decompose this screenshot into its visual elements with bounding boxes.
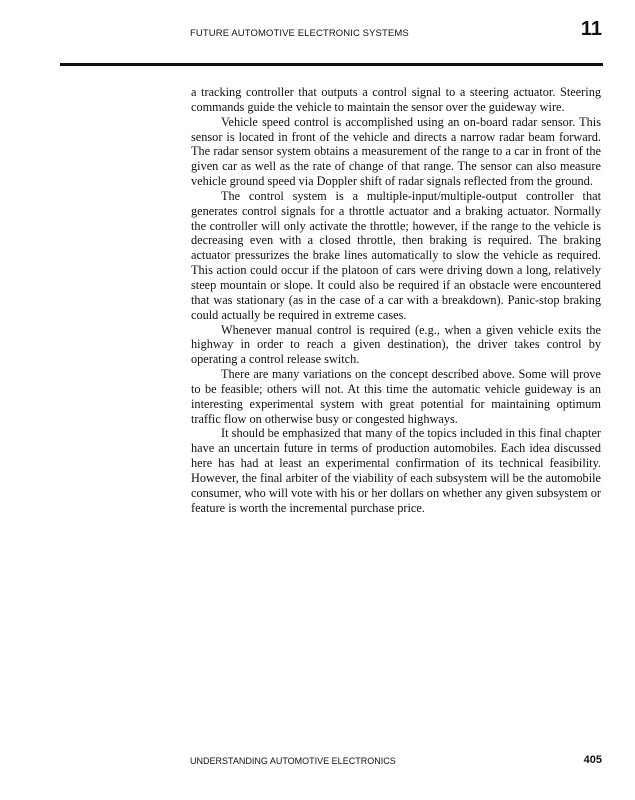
paragraph-speed-control: Vehicle speed control is accomplished using an on-board radar sensor. This sensor is located in front of the vehicle and directs a narrow radar beam forward. The radar sensor system obtains a measurement of the range to a car in front of the given car as well as the rate of change of that range. The sensor can also measure vehicle ground speed via Doppler shift of radar signals reflected from the ground. (191, 114, 601, 189)
paragraph-manual-control: Whenever manual control is required (e.g., when a given vehicle exits the highway in order to reach a given destination), the driver takes control by operating a control release switch. (191, 322, 601, 367)
body-text (191, 85, 601, 515)
page-number: 405 (583, 754, 602, 766)
book-title: UNDERSTANDING AUTOMOTIVE ELECTRONICS (190, 756, 396, 766)
paragraph-conclusion: It should be emphasized that many of the topics included in this final chapter have an uncertain future in terms of production automobiles. Each idea discussed here has had at least an experimental confirmation of its technical feasibility. However, the final arbiter of the viability of each subsystem will be the automobile consumer, who will vote with his or her dollars on whether any given subsystem or feature is worth the incremental purchase price. (191, 426, 601, 515)
paragraph-continuation: a tracking controller that outputs a control signal to a steering actuator. Steering commands guide the vehicle to maintain the sensor over the guideway wire. (191, 85, 601, 114)
running-footer (0, 745, 635, 785)
paragraph-variations: There are many variations on the concept described above. Some will prove to be feasible; others will not. At this time the automatic vehicle guideway is an interesting experimental system with great potential for maintaining optimum traffic flow on otherwise busy or congested highways. (191, 367, 601, 426)
running-header (0, 0, 635, 70)
chapter-number: 11 (580, 18, 602, 40)
header-rule (60, 63, 603, 66)
chapter-title: FUTURE AUTOMOTIVE ELECTRONIC SYSTEMS (190, 28, 409, 39)
paragraph-control-system: The control system is a multiple-input/multiple-output controller that generates control signals for a throttle actuator and a braking actuator. Normally the controller will only activate the throttle; however, if the range to the vehicle is decreasing even with a closed throttle, then braking is required. The braking actuator pressurizes the brake lines automatically to slow the vehicle as required. This action could occur if the platoon of cars were driving down a long, relatively steep mountain or slope. It could also be required if an obstacle were encountered that was stationary (as in the case of a car with a breakdown). Panic-stop braking could actually be required in extreme cases. (191, 188, 601, 322)
